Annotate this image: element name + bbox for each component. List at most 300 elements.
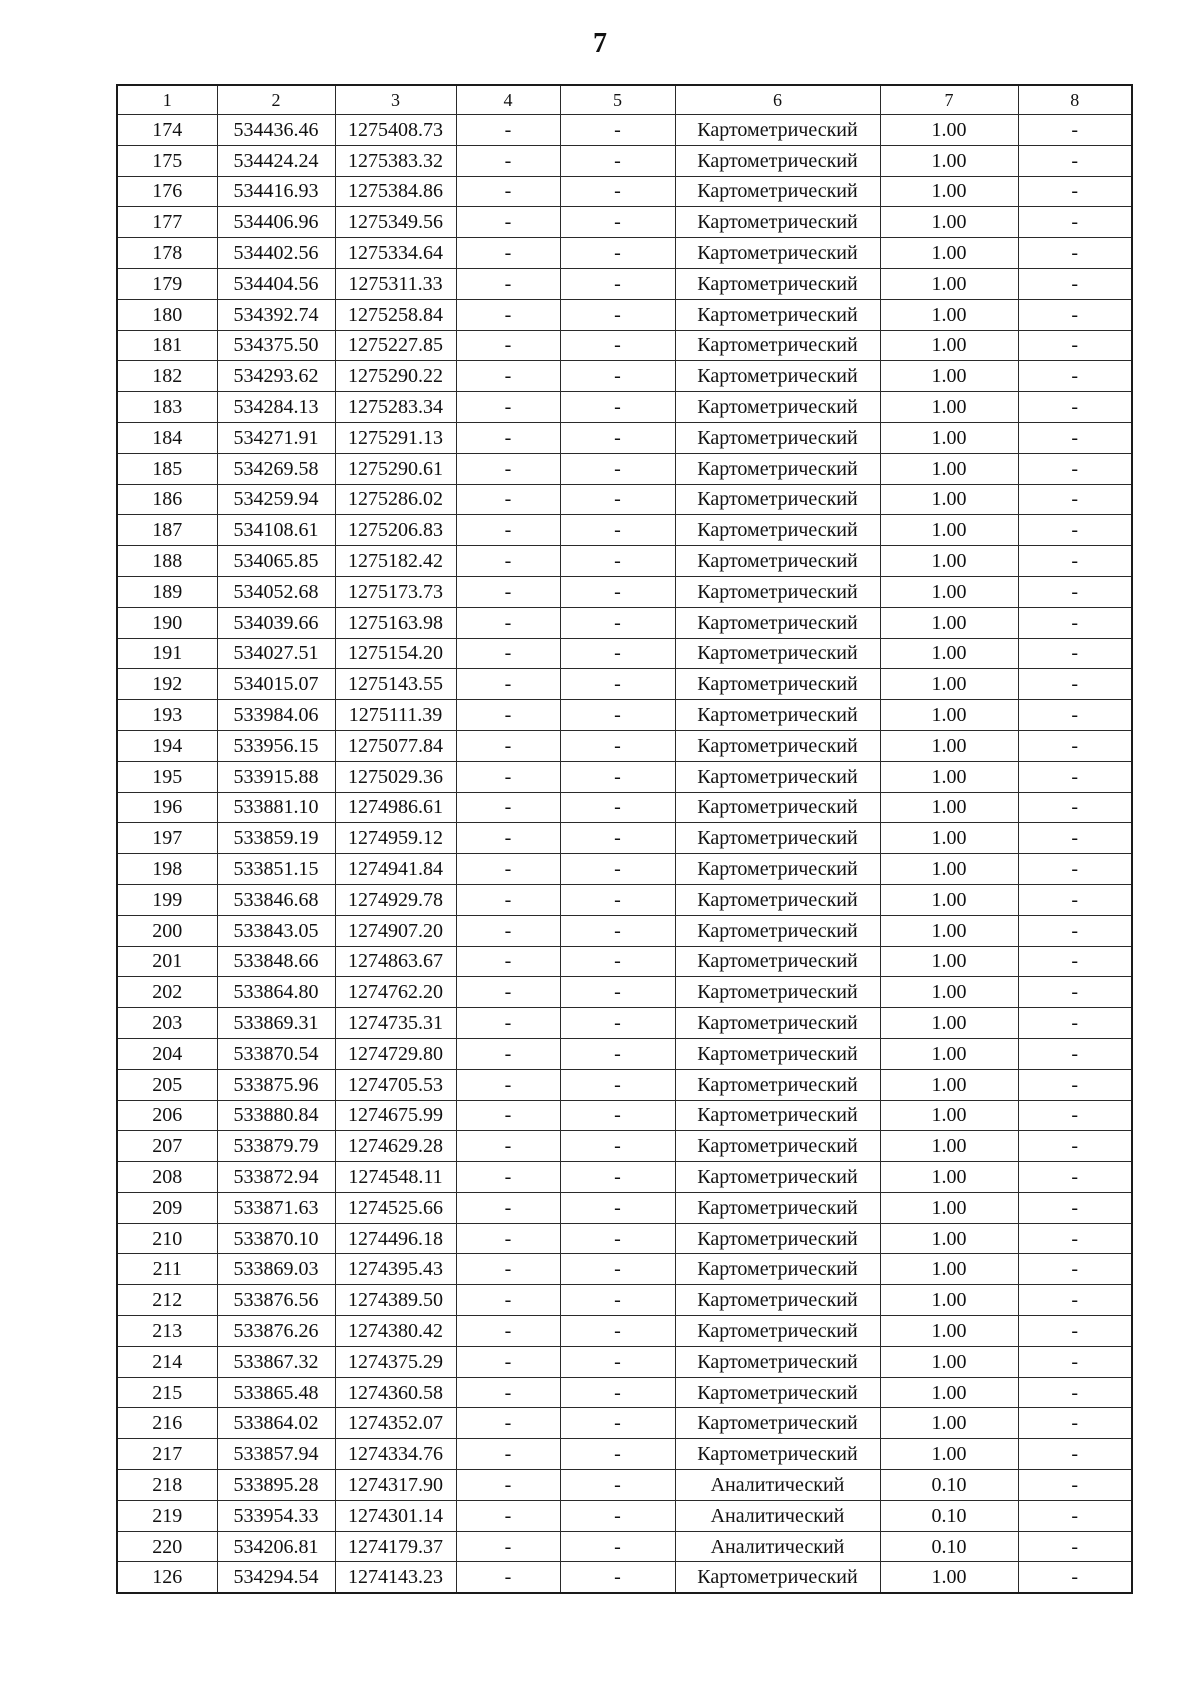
table-row [117, 268, 1132, 299]
cell-y-coordinate: 1275111.39 [335, 700, 456, 731]
cell-y-coordinate: 1274179.37 [335, 1531, 456, 1562]
cell-col5-value: - [560, 854, 675, 885]
table-row [117, 392, 1132, 423]
table-row [117, 823, 1132, 854]
cell-method: Картометрический [675, 915, 880, 946]
cell-accuracy: 1.00 [880, 823, 1018, 854]
cell-col5-value: - [560, 669, 675, 700]
cell-col4-value: - [456, 576, 560, 607]
cell-x-coordinate: 534284.13 [217, 392, 335, 423]
cell-accuracy: 1.00 [880, 792, 1018, 823]
cell-accuracy: 1.00 [880, 238, 1018, 269]
cell-col5-value: - [560, 176, 675, 207]
cell-y-coordinate: 1274705.53 [335, 1069, 456, 1100]
cell-accuracy: 1.00 [880, 1439, 1018, 1470]
header-cell: 7 [880, 85, 1018, 115]
cell-method: Картометрический [675, 1316, 880, 1347]
header-cell: 1 [117, 85, 217, 115]
cell-col4-value: - [456, 453, 560, 484]
table-row [117, 730, 1132, 761]
cell-col8-value: - [1018, 1439, 1132, 1470]
table-row [117, 1100, 1132, 1131]
cell-col5-value: - [560, 238, 675, 269]
cell-col4-value: - [456, 1131, 560, 1162]
cell-col8-value: - [1018, 884, 1132, 915]
cell-col5-value: - [560, 1346, 675, 1377]
cell-col5-value: - [560, 484, 675, 515]
cell-method: Картометрический [675, 238, 880, 269]
cell-point-number: 219 [117, 1500, 217, 1531]
cell-col4-value: - [456, 330, 560, 361]
cell-point-number: 205 [117, 1069, 217, 1100]
cell-col5-value: - [560, 207, 675, 238]
cell-y-coordinate: 1275173.73 [335, 576, 456, 607]
cell-col5-value: - [560, 1470, 675, 1501]
cell-col8-value: - [1018, 792, 1132, 823]
cell-method: Картометрический [675, 1192, 880, 1223]
cell-col8-value: - [1018, 1377, 1132, 1408]
cell-method: Картометрический [675, 546, 880, 577]
cell-point-number: 179 [117, 268, 217, 299]
cell-point-number: 202 [117, 977, 217, 1008]
cell-x-coordinate: 533954.33 [217, 1500, 335, 1531]
cell-point-number: 187 [117, 515, 217, 546]
cell-col5-value: - [560, 607, 675, 638]
cell-method: Аналитический [675, 1470, 880, 1501]
cell-col4-value: - [456, 1562, 560, 1593]
cell-x-coordinate: 533876.26 [217, 1316, 335, 1347]
cell-col5-value: - [560, 1562, 675, 1593]
table-row [117, 1316, 1132, 1347]
cell-method: Картометрический [675, 761, 880, 792]
cell-col5-value: - [560, 1439, 675, 1470]
cell-accuracy: 1.00 [880, 515, 1018, 546]
cell-accuracy: 1.00 [880, 115, 1018, 146]
cell-accuracy: 1.00 [880, 607, 1018, 638]
table-row [117, 884, 1132, 915]
cell-col5-value: - [560, 1316, 675, 1347]
cell-col4-value: - [456, 946, 560, 977]
cell-point-number: 181 [117, 330, 217, 361]
cell-col8-value: - [1018, 484, 1132, 515]
cell-y-coordinate: 1275258.84 [335, 299, 456, 330]
cell-col4-value: - [456, 238, 560, 269]
cell-col5-value: - [560, 1038, 675, 1069]
cell-col5-value: - [560, 1100, 675, 1131]
cell-col5-value: - [560, 1531, 675, 1562]
cell-point-number: 182 [117, 361, 217, 392]
cell-method: Картометрический [675, 299, 880, 330]
cell-x-coordinate: 533843.05 [217, 915, 335, 946]
cell-method: Картометрический [675, 576, 880, 607]
cell-col4-value: - [456, 1346, 560, 1377]
table-row [117, 176, 1132, 207]
cell-accuracy: 1.00 [880, 1285, 1018, 1316]
header-cell: 3 [335, 85, 456, 115]
cell-col5-value: - [560, 515, 675, 546]
cell-col4-value: - [456, 484, 560, 515]
table-row [117, 1254, 1132, 1285]
cell-accuracy: 1.00 [880, 1377, 1018, 1408]
cell-accuracy: 1.00 [880, 361, 1018, 392]
cell-y-coordinate: 1274941.84 [335, 854, 456, 885]
table-row [117, 145, 1132, 176]
cell-col4-value: - [456, 1254, 560, 1285]
table-row [117, 453, 1132, 484]
cell-point-number: 126 [117, 1562, 217, 1593]
cell-point-number: 198 [117, 854, 217, 885]
table-row [117, 1038, 1132, 1069]
cell-col5-value: - [560, 422, 675, 453]
cell-point-number: 174 [117, 115, 217, 146]
cell-point-number: 176 [117, 176, 217, 207]
cell-y-coordinate: 1274959.12 [335, 823, 456, 854]
cell-col4-value: - [456, 915, 560, 946]
cell-accuracy: 1.00 [880, 730, 1018, 761]
cell-point-number: 191 [117, 638, 217, 669]
table-row [117, 546, 1132, 577]
cell-method: Картометрический [675, 638, 880, 669]
cell-y-coordinate: 1274735.31 [335, 1008, 456, 1039]
cell-col5-value: - [560, 268, 675, 299]
cell-y-coordinate: 1275163.98 [335, 607, 456, 638]
cell-col4-value: - [456, 268, 560, 299]
table-row [117, 576, 1132, 607]
cell-method: Картометрический [675, 484, 880, 515]
cell-x-coordinate: 534436.46 [217, 115, 335, 146]
cell-method: Картометрический [675, 1162, 880, 1193]
cell-method: Картометрический [675, 946, 880, 977]
cell-accuracy: 1.00 [880, 176, 1018, 207]
table-row [117, 1192, 1132, 1223]
cell-x-coordinate: 533956.15 [217, 730, 335, 761]
cell-accuracy: 1.00 [880, 299, 1018, 330]
header-cell: 2 [217, 85, 335, 115]
cell-y-coordinate: 1275206.83 [335, 515, 456, 546]
cell-accuracy: 1.00 [880, 915, 1018, 946]
cell-col5-value: - [560, 546, 675, 577]
cell-accuracy: 1.00 [880, 638, 1018, 669]
cell-col8-value: - [1018, 576, 1132, 607]
cell-point-number: 200 [117, 915, 217, 946]
cell-y-coordinate: 1275384.86 [335, 176, 456, 207]
cell-y-coordinate: 1274629.28 [335, 1131, 456, 1162]
cell-accuracy: 1.00 [880, 946, 1018, 977]
cell-point-number: 211 [117, 1254, 217, 1285]
table-row [117, 1008, 1132, 1039]
cell-y-coordinate: 1274548.11 [335, 1162, 456, 1193]
cell-col5-value: - [560, 1377, 675, 1408]
cell-y-coordinate: 1274762.20 [335, 977, 456, 1008]
cell-y-coordinate: 1275290.61 [335, 453, 456, 484]
cell-y-coordinate: 1274395.43 [335, 1254, 456, 1285]
cell-accuracy: 1.00 [880, 1254, 1018, 1285]
header-cell: 6 [675, 85, 880, 115]
table-row [117, 607, 1132, 638]
cell-accuracy: 1.00 [880, 1038, 1018, 1069]
cell-accuracy: 1.00 [880, 422, 1018, 453]
cell-method: Картометрический [675, 1038, 880, 1069]
cell-x-coordinate: 533875.96 [217, 1069, 335, 1100]
cell-col4-value: - [456, 1223, 560, 1254]
cell-method: Картометрический [675, 453, 880, 484]
cell-accuracy: 0.10 [880, 1531, 1018, 1562]
cell-point-number: 177 [117, 207, 217, 238]
cell-y-coordinate: 1275077.84 [335, 730, 456, 761]
cell-method: Аналитический [675, 1531, 880, 1562]
cell-col5-value: - [560, 761, 675, 792]
cell-x-coordinate: 534404.56 [217, 268, 335, 299]
cell-point-number: 192 [117, 669, 217, 700]
table-row [117, 1531, 1132, 1562]
table-row [117, 854, 1132, 885]
cell-y-coordinate: 1275349.56 [335, 207, 456, 238]
cell-col8-value: - [1018, 145, 1132, 176]
header-cell: 4 [456, 85, 560, 115]
cell-accuracy: 1.00 [880, 669, 1018, 700]
cell-x-coordinate: 533851.15 [217, 854, 335, 885]
cell-x-coordinate: 533879.79 [217, 1131, 335, 1162]
table-row [117, 207, 1132, 238]
cell-col5-value: - [560, 576, 675, 607]
cell-point-number: 216 [117, 1408, 217, 1439]
cell-col8-value: - [1018, 422, 1132, 453]
cell-method: Картометрический [675, 1346, 880, 1377]
cell-x-coordinate: 534052.68 [217, 576, 335, 607]
cell-col8-value: - [1018, 761, 1132, 792]
cell-x-coordinate: 534269.58 [217, 453, 335, 484]
cell-x-coordinate: 534406.96 [217, 207, 335, 238]
cell-col5-value: - [560, 1285, 675, 1316]
cell-x-coordinate: 533867.32 [217, 1346, 335, 1377]
cell-y-coordinate: 1274525.66 [335, 1192, 456, 1223]
cell-y-coordinate: 1274907.20 [335, 915, 456, 946]
table-body [117, 115, 1132, 1594]
table-row [117, 299, 1132, 330]
cell-col5-value: - [560, 145, 675, 176]
cell-col4-value: - [456, 1038, 560, 1069]
cell-x-coordinate: 534108.61 [217, 515, 335, 546]
cell-point-number: 210 [117, 1223, 217, 1254]
cell-col4-value: - [456, 854, 560, 885]
cell-x-coordinate: 534206.81 [217, 1531, 335, 1562]
page-number: 7 [593, 28, 607, 59]
cell-col4-value: - [456, 1162, 560, 1193]
cell-accuracy: 1.00 [880, 1346, 1018, 1377]
cell-x-coordinate: 534402.56 [217, 238, 335, 269]
cell-col5-value: - [560, 977, 675, 1008]
cell-accuracy: 1.00 [880, 1100, 1018, 1131]
cell-x-coordinate: 533865.48 [217, 1377, 335, 1408]
table-row [117, 669, 1132, 700]
cell-x-coordinate: 533880.84 [217, 1100, 335, 1131]
cell-method: Картометрический [675, 1285, 880, 1316]
cell-col8-value: - [1018, 1346, 1132, 1377]
table-row [117, 761, 1132, 792]
cell-col5-value: - [560, 946, 675, 977]
cell-x-coordinate: 533871.63 [217, 1192, 335, 1223]
cell-accuracy: 1.00 [880, 268, 1018, 299]
table-row [117, 1562, 1132, 1593]
cell-col8-value: - [1018, 546, 1132, 577]
cell-col8-value: - [1018, 115, 1132, 146]
header-cell: 8 [1018, 85, 1132, 115]
cell-col5-value: - [560, 453, 675, 484]
cell-col5-value: - [560, 361, 675, 392]
cell-x-coordinate: 533881.10 [217, 792, 335, 823]
cell-col8-value: - [1018, 238, 1132, 269]
cell-y-coordinate: 1274375.29 [335, 1346, 456, 1377]
cell-point-number: 199 [117, 884, 217, 915]
cell-y-coordinate: 1275227.85 [335, 330, 456, 361]
table-row [117, 330, 1132, 361]
cell-y-coordinate: 1275291.13 [335, 422, 456, 453]
cell-col8-value: - [1018, 330, 1132, 361]
cell-method: Картометрический [675, 207, 880, 238]
cell-y-coordinate: 1275029.36 [335, 761, 456, 792]
cell-col5-value: - [560, 392, 675, 423]
cell-x-coordinate: 534271.91 [217, 422, 335, 453]
cell-col4-value: - [456, 1285, 560, 1316]
cell-col8-value: - [1018, 361, 1132, 392]
cell-point-number: 193 [117, 700, 217, 731]
cell-y-coordinate: 1274301.14 [335, 1500, 456, 1531]
cell-accuracy: 1.00 [880, 576, 1018, 607]
table-row [117, 638, 1132, 669]
cell-y-coordinate: 1274360.58 [335, 1377, 456, 1408]
cell-col5-value: - [560, 1500, 675, 1531]
cell-accuracy: 1.00 [880, 977, 1018, 1008]
cell-col8-value: - [1018, 1069, 1132, 1100]
cell-point-number: 214 [117, 1346, 217, 1377]
cell-x-coordinate: 534424.24 [217, 145, 335, 176]
cell-col4-value: - [456, 361, 560, 392]
table-row [117, 1223, 1132, 1254]
table-row [117, 1162, 1132, 1193]
cell-y-coordinate: 1275311.33 [335, 268, 456, 299]
cell-method: Картометрический [675, 1131, 880, 1162]
table-row [117, 977, 1132, 1008]
cell-col4-value: - [456, 1408, 560, 1439]
cell-y-coordinate: 1274389.50 [335, 1285, 456, 1316]
cell-x-coordinate: 533857.94 [217, 1439, 335, 1470]
cell-point-number: 186 [117, 484, 217, 515]
cell-col8-value: - [1018, 207, 1132, 238]
cell-y-coordinate: 1275286.02 [335, 484, 456, 515]
cell-col4-value: - [456, 515, 560, 546]
cell-point-number: 194 [117, 730, 217, 761]
table-row [117, 515, 1132, 546]
cell-method: Картометрический [675, 515, 880, 546]
table-row [117, 1346, 1132, 1377]
cell-col8-value: - [1018, 854, 1132, 885]
cell-point-number: 190 [117, 607, 217, 638]
cell-col5-value: - [560, 1008, 675, 1039]
table-row [117, 792, 1132, 823]
cell-x-coordinate: 533864.02 [217, 1408, 335, 1439]
cell-point-number: 209 [117, 1192, 217, 1223]
cell-x-coordinate: 534259.94 [217, 484, 335, 515]
table-row [117, 484, 1132, 515]
cell-x-coordinate: 534039.66 [217, 607, 335, 638]
cell-point-number: 204 [117, 1038, 217, 1069]
cell-y-coordinate: 1274929.78 [335, 884, 456, 915]
cell-x-coordinate: 533876.56 [217, 1285, 335, 1316]
cell-accuracy: 1.00 [880, 1192, 1018, 1223]
cell-method: Картометрический [675, 1408, 880, 1439]
cell-x-coordinate: 534375.50 [217, 330, 335, 361]
cell-method: Картометрический [675, 1100, 880, 1131]
cell-method: Картометрический [675, 115, 880, 146]
cell-x-coordinate: 533859.19 [217, 823, 335, 854]
cell-accuracy: 1.00 [880, 145, 1018, 176]
cell-accuracy: 1.00 [880, 484, 1018, 515]
cell-col5-value: - [560, 299, 675, 330]
cell-col4-value: - [456, 761, 560, 792]
cell-point-number: 203 [117, 1008, 217, 1039]
cell-col8-value: - [1018, 1408, 1132, 1439]
cell-x-coordinate: 534027.51 [217, 638, 335, 669]
table-row [117, 700, 1132, 731]
cell-col8-value: - [1018, 176, 1132, 207]
header-cell: 5 [560, 85, 675, 115]
cell-col5-value: - [560, 1223, 675, 1254]
cell-method: Картометрический [675, 268, 880, 299]
cell-x-coordinate: 534293.62 [217, 361, 335, 392]
cell-col8-value: - [1018, 607, 1132, 638]
cell-method: Картометрический [675, 1069, 880, 1100]
cell-col5-value: - [560, 1131, 675, 1162]
cell-col5-value: - [560, 1254, 675, 1285]
cell-col4-value: - [456, 884, 560, 915]
cell-col4-value: - [456, 1439, 560, 1470]
table-row [117, 115, 1132, 146]
cell-col8-value: - [1018, 1038, 1132, 1069]
cell-col5-value: - [560, 1408, 675, 1439]
cell-y-coordinate: 1274863.67 [335, 946, 456, 977]
cell-accuracy: 1.00 [880, 884, 1018, 915]
cell-col5-value: - [560, 1069, 675, 1100]
cell-col4-value: - [456, 1500, 560, 1531]
cell-col4-value: - [456, 730, 560, 761]
cell-point-number: 220 [117, 1531, 217, 1562]
cell-y-coordinate: 1275334.64 [335, 238, 456, 269]
cell-accuracy: 1.00 [880, 453, 1018, 484]
cell-point-number: 215 [117, 1377, 217, 1408]
cell-col8-value: - [1018, 515, 1132, 546]
cell-col4-value: - [456, 792, 560, 823]
coordinates-table [116, 84, 1133, 1594]
cell-y-coordinate: 1275383.32 [335, 145, 456, 176]
cell-y-coordinate: 1275283.34 [335, 392, 456, 423]
cell-y-coordinate: 1275182.42 [335, 546, 456, 577]
cell-x-coordinate: 533869.03 [217, 1254, 335, 1285]
cell-col8-value: - [1018, 700, 1132, 731]
cell-x-coordinate: 533870.10 [217, 1223, 335, 1254]
cell-y-coordinate: 1274334.76 [335, 1439, 456, 1470]
cell-point-number: 175 [117, 145, 217, 176]
cell-method: Картометрический [675, 392, 880, 423]
cell-method: Картометрический [675, 1223, 880, 1254]
cell-y-coordinate: 1274729.80 [335, 1038, 456, 1069]
cell-col8-value: - [1018, 977, 1132, 1008]
cell-method: Картометрический [675, 1439, 880, 1470]
cell-x-coordinate: 534392.74 [217, 299, 335, 330]
cell-point-number: 195 [117, 761, 217, 792]
cell-col4-value: - [456, 823, 560, 854]
table-row [117, 361, 1132, 392]
header-row [117, 85, 1132, 115]
